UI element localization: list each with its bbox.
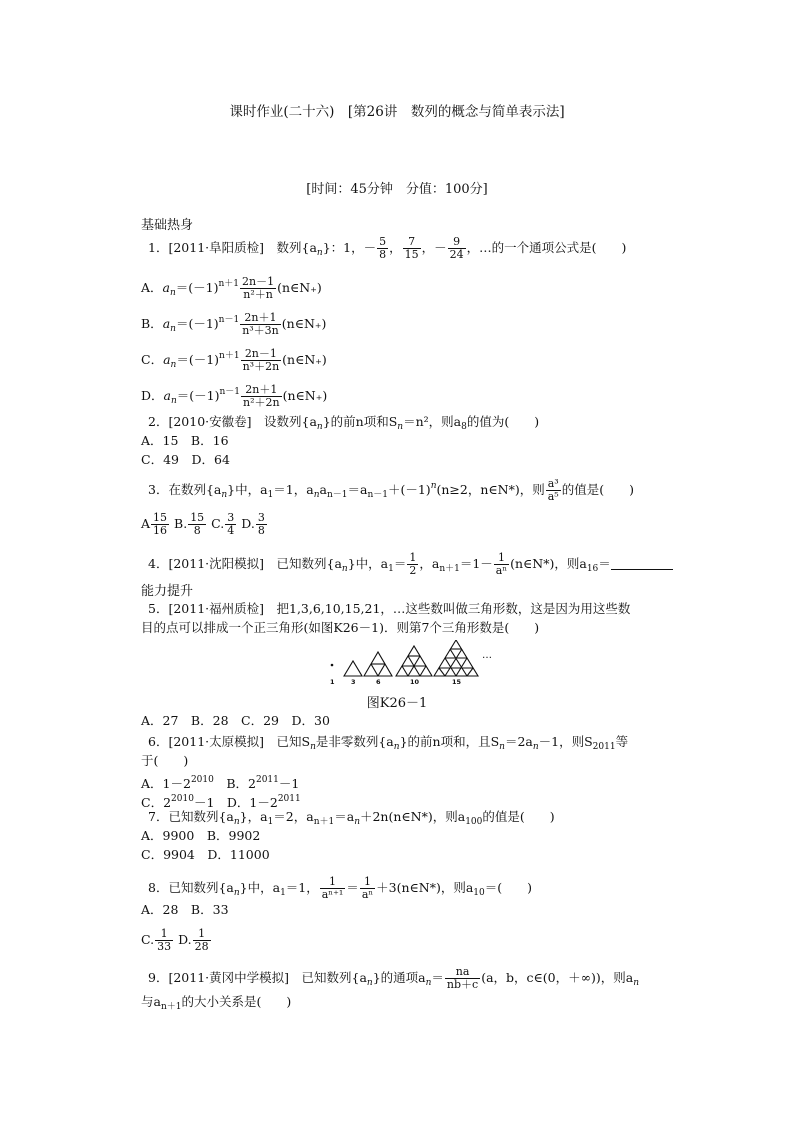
question-2-options-ab: A．15 B．16 [141,433,229,448]
page-title: 课时作业(二十六) [第26讲 数列的概念与简单表示法] [229,104,565,120]
question-5-line-2: 目的点可以排成一个正三角形(如图K26－1)．则第7个三角形数是( ) [141,620,540,635]
question-1: 1．[2011·阜阳质检] 数列$\{a_n\}$：1，－ $\frac{5}{8}$ ， $\frac{7}{15}$ ，－ $\frac{9}{24}$ ，…的一个通项公式是( ) [148,235,627,261]
question-9-line-1: 9．[2011·黄冈中学模拟] 已知数列$\{a_n\}$的通项$a_n=$ $\frac{na}{nb+c}$ (a，b，c∈(0，＋∞))，则$a_n$ [148,965,640,991]
question-1-option-b: B．$a_n=(-1)^{n-1}$ $\frac{2n+1}{\text{n³＋3n}}$ (n∈N₊) [141,311,327,337]
question-7-options-ab: A．9900 B．9902 [141,828,261,843]
question-8: 8．已知数列$\{a_n\}$中，$a_1=1$， $\frac{1}{\text{aⁿ⁺¹}}$ ＝ $\frac{1}{\text{aⁿ}}$ ＋3(n∈N*)，则$a_{10}=$( ) [148,875,533,901]
question-8-options-ab: A．28 B．33 [141,902,229,917]
figure-label-3: 3 [351,678,356,686]
question-2: 2．[2010·安徽卷] 设数列$\{a_n\}$的前n项和$S_n=n^2$，则$a_8$的值为( ) [148,414,540,432]
section-advanced: 能力提升 [141,584,194,599]
question-6-options-cd: C．$2^{2010}-1$ D．$1-2^{2011}$ [141,794,301,810]
question-6-line-2: 于( ) [141,753,189,768]
triangle-15 [434,640,478,676]
answer-blank[interactable] [611,557,673,570]
question-6-options-ab: A．$1-2^{2010}$ B．$2^{2011}-1$ [141,775,300,791]
svg-text:…: … [482,650,492,661]
question-1-option-d: D．$a_n=(-1)^{n-1}$ $\frac{2n+1}{\text{n²＋2n}}$ (n∈N₊) [141,383,328,409]
triangle-dot-1 [331,664,334,667]
figure-label-15: 15 [452,678,462,686]
figure-label-6: 6 [376,678,381,686]
question-4: 4．[2011·沈阳模拟] 已知数列$\{a_n\}$中，$a_1=$ $\frac{1}{2}$ ，$a_{n+1}=1-$ $\frac{1}{\text{aⁿ}}$ (n∈N*)，则$a_{16}=$ [148,552,673,577]
triangle-numbers-figure [326,640,506,686]
question-9-line-2: 与$a_{n+1}$的大小关系是( ) [141,994,292,1012]
question-3-options: A $\frac{15}{16}$ B. $\frac{15}{8}$ C. $\frac{3}{4}$ D. $\frac{3}{8}$ [141,511,265,537]
question-1-option-c: C．$a_n=(-1)^{n+1}$ $\frac{2n-1}{\text{n³＋2n}}$ (n∈N₊) [141,347,327,373]
question-2-options-cd: C．49 D．64 [141,452,230,467]
section-basic: 基础热身 [141,218,194,233]
question-3: 3．在数列$\{a_n\}$中，$a_1=1$，$a_na_{n-1}=a_{n-1}+(-1)^n(n\ge 2$，n∈N*)，则 $\frac{\text{a³}}{\text{a⁵}}$ 的值是( ) [148,477,634,503]
question-1-option-a: A．$a_n=(-1)^{n+1}$ $\frac{2n-1}{\text{n²＋n}}$ (n∈N₊) [141,275,322,301]
figure-label-10: 10 [410,678,420,686]
question-5-options: A．27 B．28 C．29 D．30 [141,713,330,728]
triangle-3 [344,661,362,676]
time-score-info: [时间：45分钟 分值：100分] [306,182,488,197]
question-7-options-cd: C．9904 D．11000 [141,847,270,862]
triangle-6 [364,652,392,676]
question-5-line-1: 5．[2011·福州质检] 把1,3,6,10,15,21，…这些数叫做三角形数，这是因为用这些数 [148,601,631,616]
triangle-10 [396,646,432,676]
question-6-line-1: 6．[2011·太原模拟] 已知$S_n$是非零数列$\{a_n\}$的前n项和，且$S_n=2a_n-1$，则$S_{2011}$等 [148,734,629,752]
figure-caption: 图K26－1 [366,696,428,711]
question-8-options-cd: C. $\frac{1}{33}$ D. $\frac{1}{28}$ [141,927,209,953]
question-7: 7．已知数列$\{a_n\}$，$a_1=2$，$a_{n+1}=a_n+2n(n\in N*)$，则$a_{100}$的值是( ) [148,809,555,827]
figure-label-1: 1 [330,678,335,686]
